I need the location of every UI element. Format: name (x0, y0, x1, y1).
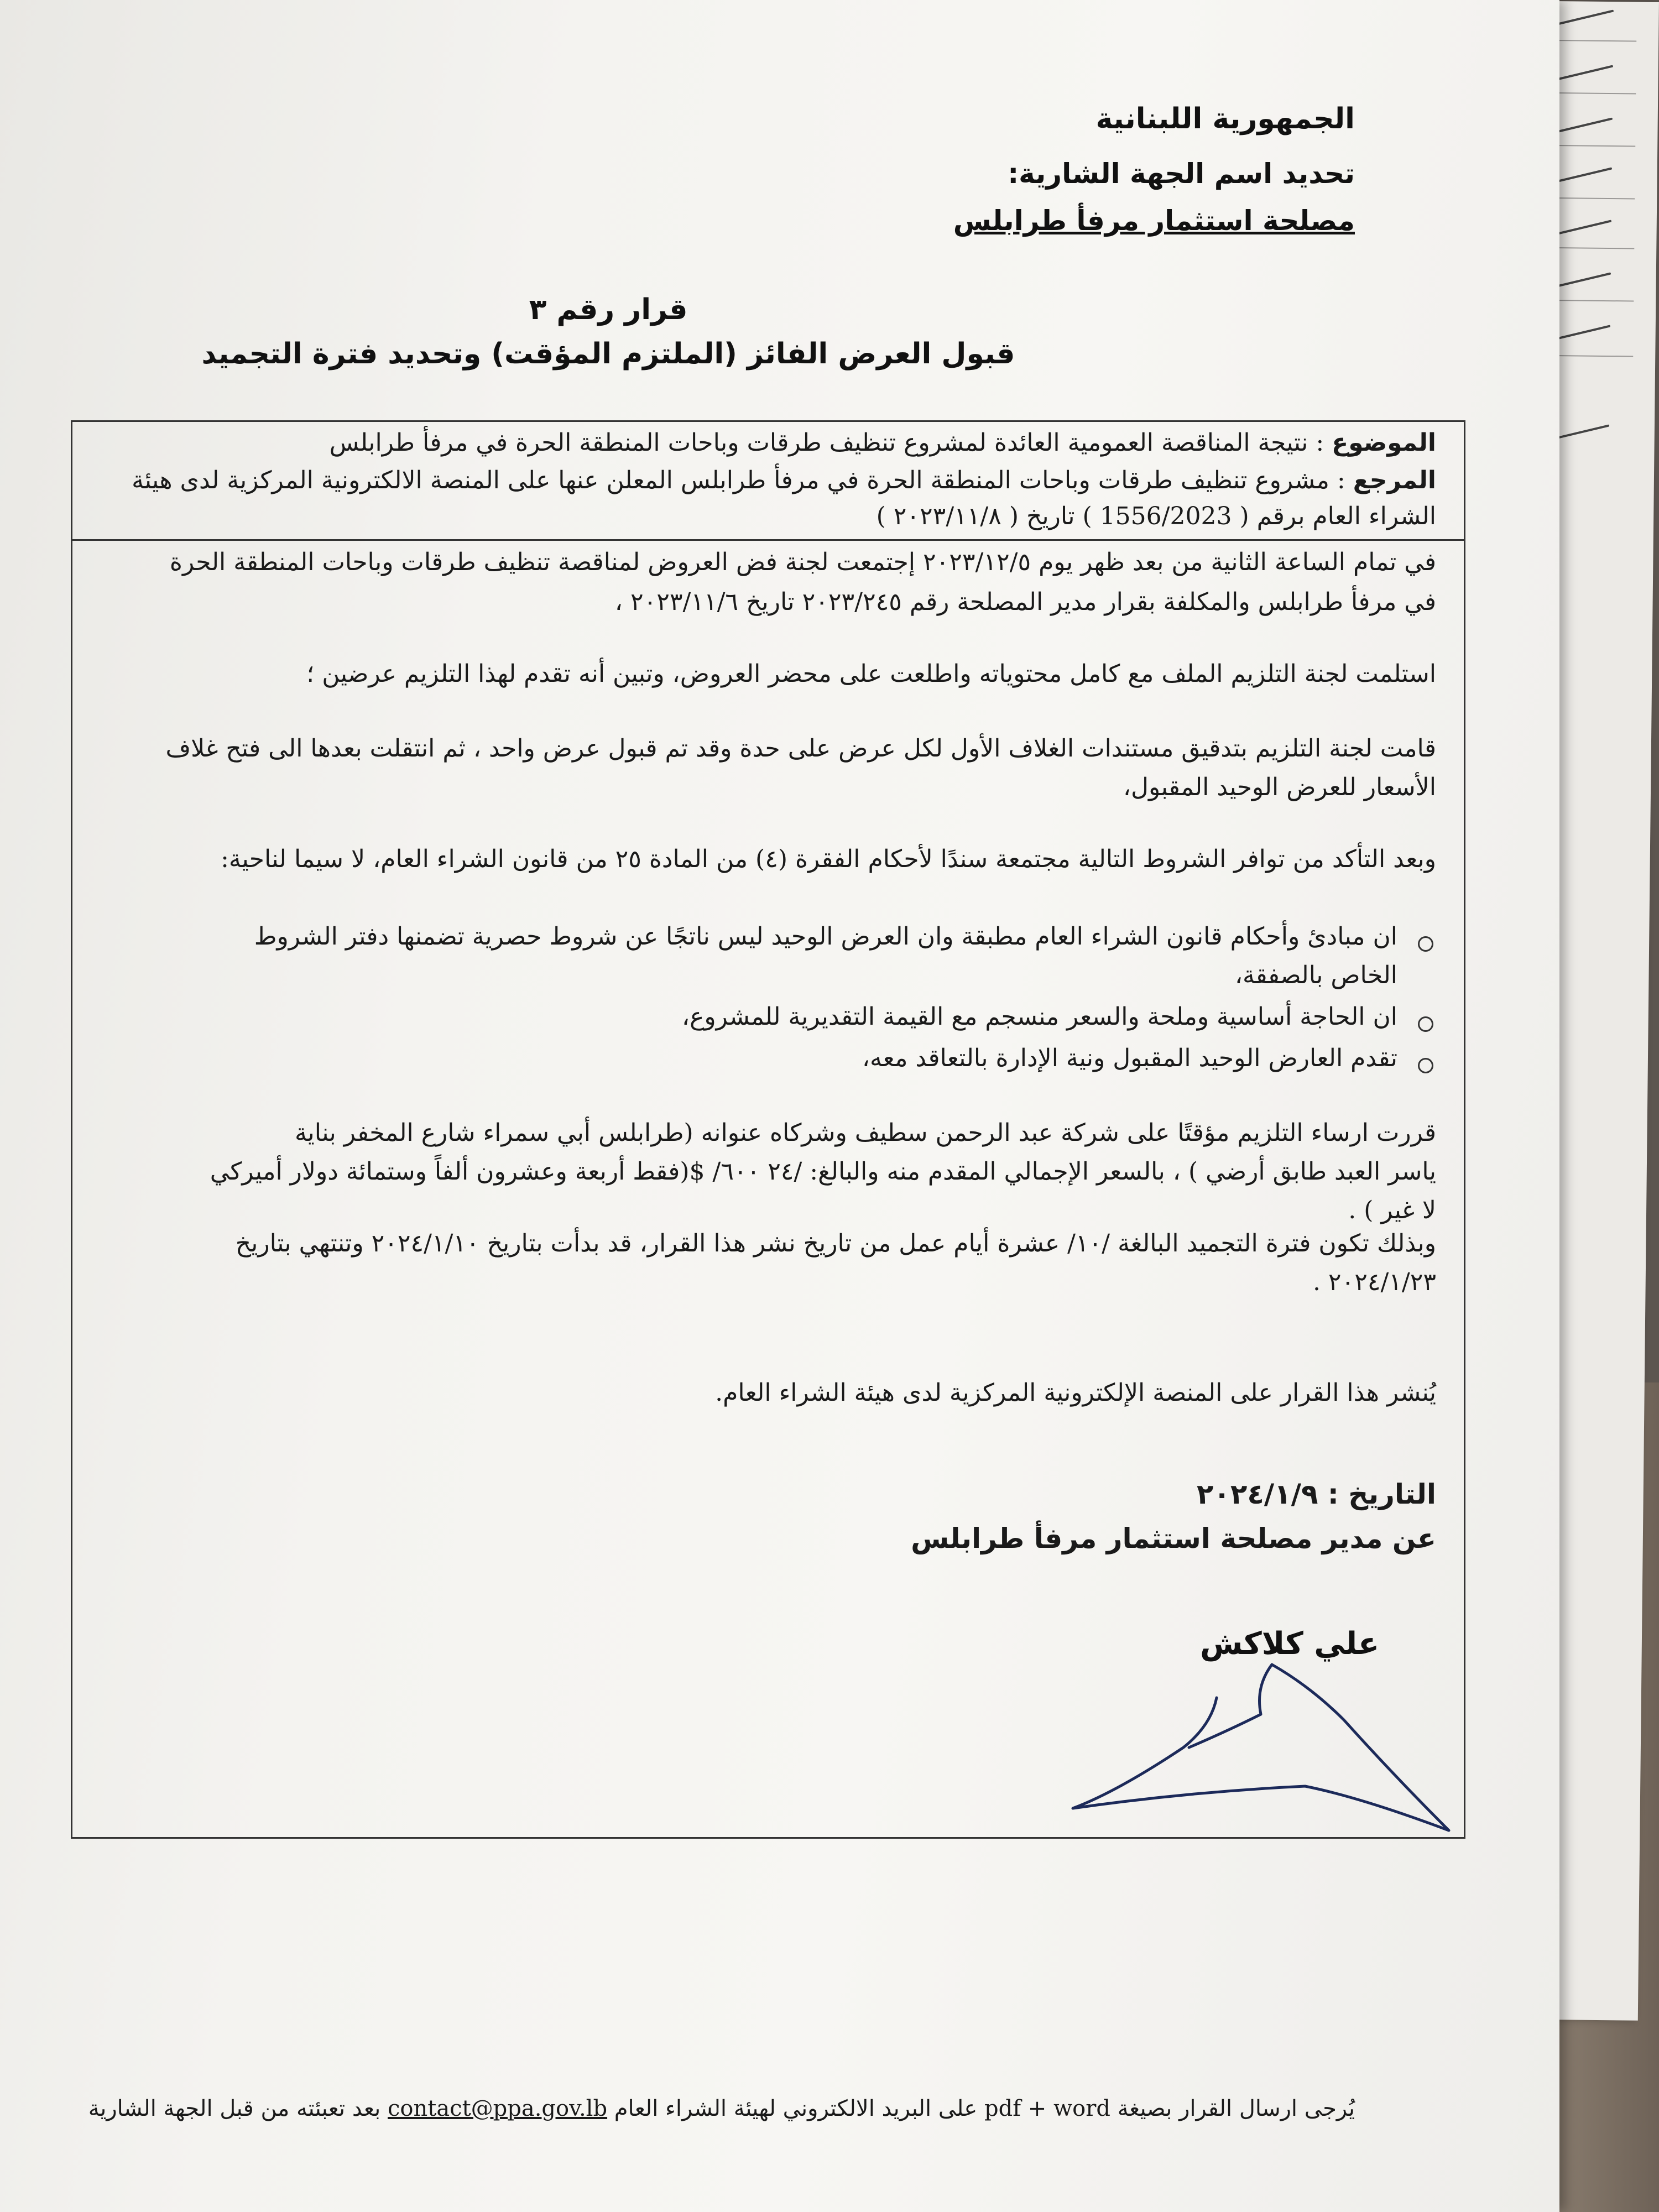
condition-3: تقدم العارض الوحيد المقبول ونية الإدارة بالتعاقد معه، (862, 1044, 1397, 1072)
paragraph-2: استلمت لجنة التلزيم الملف مع كامل محتوياته واطلعت على محضر العروض، وتبين أنه تقدم لهذا التلزيم عرضين ؛ (306, 660, 1436, 688)
footer-text-start: يُرجى ارسال القرار بصيغة pdf + word على البريد الالكتروني لهيئة الشراء العام (607, 2096, 1355, 2121)
bullet-circle (1418, 936, 1433, 952)
paragraph-5-line-2: ياسر العبد طابق أرضي ) ، بالسعر الإجمالي المقدم منه والبالغ: /٢٤ ٦٠٠/ $(فقط أربعة وعشرون ألفاً وستمائة دولار أميركي (210, 1157, 1436, 1186)
signatory-name: علي كلاكش (1200, 1626, 1380, 1662)
reference-text: : مشروع تنظيف طرقات وباحات المنطقة الحرة في مرفأ طرابلس المعلن عنها على المنصة الالكترونية المركزية لدى هيئة (132, 466, 1353, 494)
paragraph-7: يُنشر هذا القرار على المنصة الإلكترونية المركزية لدى هيئة الشراء العام. (715, 1379, 1436, 1407)
condition-1-line-2: الخاص بالصفقة، (1234, 961, 1397, 989)
paragraph-6-line-1: وبذلك تكون فترة التجميد البالغة /١٠/ عشرة أيام عمل من تاريخ نشر هذا القرار، قد بدأت بتاريخ ٢٠٢٤/١/١٠ وتنتهي بتاريخ (235, 1229, 1436, 1258)
signatory-title: عن مدير مصلحة استثمار مرفأ طرابلس (911, 1522, 1436, 1554)
bullet-circle (1418, 1016, 1433, 1032)
reference-label: المرجع (1353, 466, 1436, 494)
decision-subject: قبول العرض الفائز (الملتزم المؤقت) وتحديد فترة التجميد (201, 337, 1015, 371)
subject-line (100, 429, 1436, 457)
footer-email-link[interactable]: contact@ppa.gov.lb (388, 2096, 608, 2121)
bullet-circle (1418, 1058, 1433, 1073)
footer-text-end: بعد تعبئته من قبل الجهة الشارية (88, 2096, 388, 2121)
entity-name: مصلحة استثمار مرفأ طرابلس (953, 205, 1355, 237)
paragraph-4: وبعد التأكد من توافر الشروط التالية مجتمعة سندًا لأحكام الفقرة (٤) من المادة ٢٥ من قانون الشراء العام، لا سيما لناحية: (221, 845, 1436, 873)
decision-number: قرار رقم ٣ (529, 293, 688, 326)
entity-label: تحديد اسم الجهة الشارية: (1008, 158, 1355, 190)
paragraph-5-line-3: لا غير ) . (1348, 1196, 1436, 1224)
subject-text: : نتيجة المناقصة العمومية العائدة لمشروع تنظيف طرقات وباحات المنطقة الحرة في مرفأ طرابلس (329, 429, 1332, 457)
paragraph-6-line-2: ٢٠٢٤/١/٢٣ . (1312, 1268, 1436, 1296)
handwritten-signature (1051, 1653, 1471, 1853)
decision-date: التاريخ : ٢٠٢٤/١/٩ (1196, 1478, 1436, 1510)
paragraph-3-line-1: قامت لجنة التلزيم بتدقيق مستندات الغلاف الأول لكل عرض على حدة وقد تم قبول عرض واحد ، ثم انتقلت بعدها الى فتح غلاف (165, 734, 1436, 763)
reference-line (100, 466, 1436, 494)
subject-label: الموضوع (1332, 429, 1436, 457)
paragraph-3-line-2: الأسعار للعرض الوحيد المقبول، (1123, 773, 1436, 801)
paragraph-1-line-2: في مرفأ طرابلس والمكلفة بقرار مدير المصلحة رقم ٢٠٢٣/٢٤٥ تاريخ ٢٠٢٣/١١/٦ ، (614, 588, 1436, 616)
paragraph-1-line-1: في تمام الساعة الثانية من بعد ظهر يوم ٢٠٢٣/١٢/٥ إجتمعت لجنة فض العروض لمناقصة تنظيف طرقات وباحات المنطقة الحرة (169, 548, 1436, 576)
country-heading: الجمهورية اللبنانية (1095, 102, 1355, 135)
paragraph-5-line-1: قررت ارساء التلزيم مؤقتًا على شركة عبد الرحمن سطيف وشركاه عنوانه (طرابلس أبي سمراء شارع المخفر بناية (294, 1119, 1436, 1147)
footer-note (88, 2096, 1355, 2121)
reference-line-2: الشراء العام برقم ( 1556/2023 ) تاريخ ( ٢٠٢٣/١١/٨ ) (876, 502, 1436, 530)
condition-2: ان الحاجة أساسية وملحة والسعر منسجم مع القيمة التقديرية للمشروع، (681, 1003, 1397, 1031)
condition-1-line-1: ان مبادئ وأحكام قانون الشراء العام مطبقة وان العرض الوحيد ليس ناتجًا عن شروط حصرية تضمنها دفتر الشروط (254, 922, 1397, 951)
